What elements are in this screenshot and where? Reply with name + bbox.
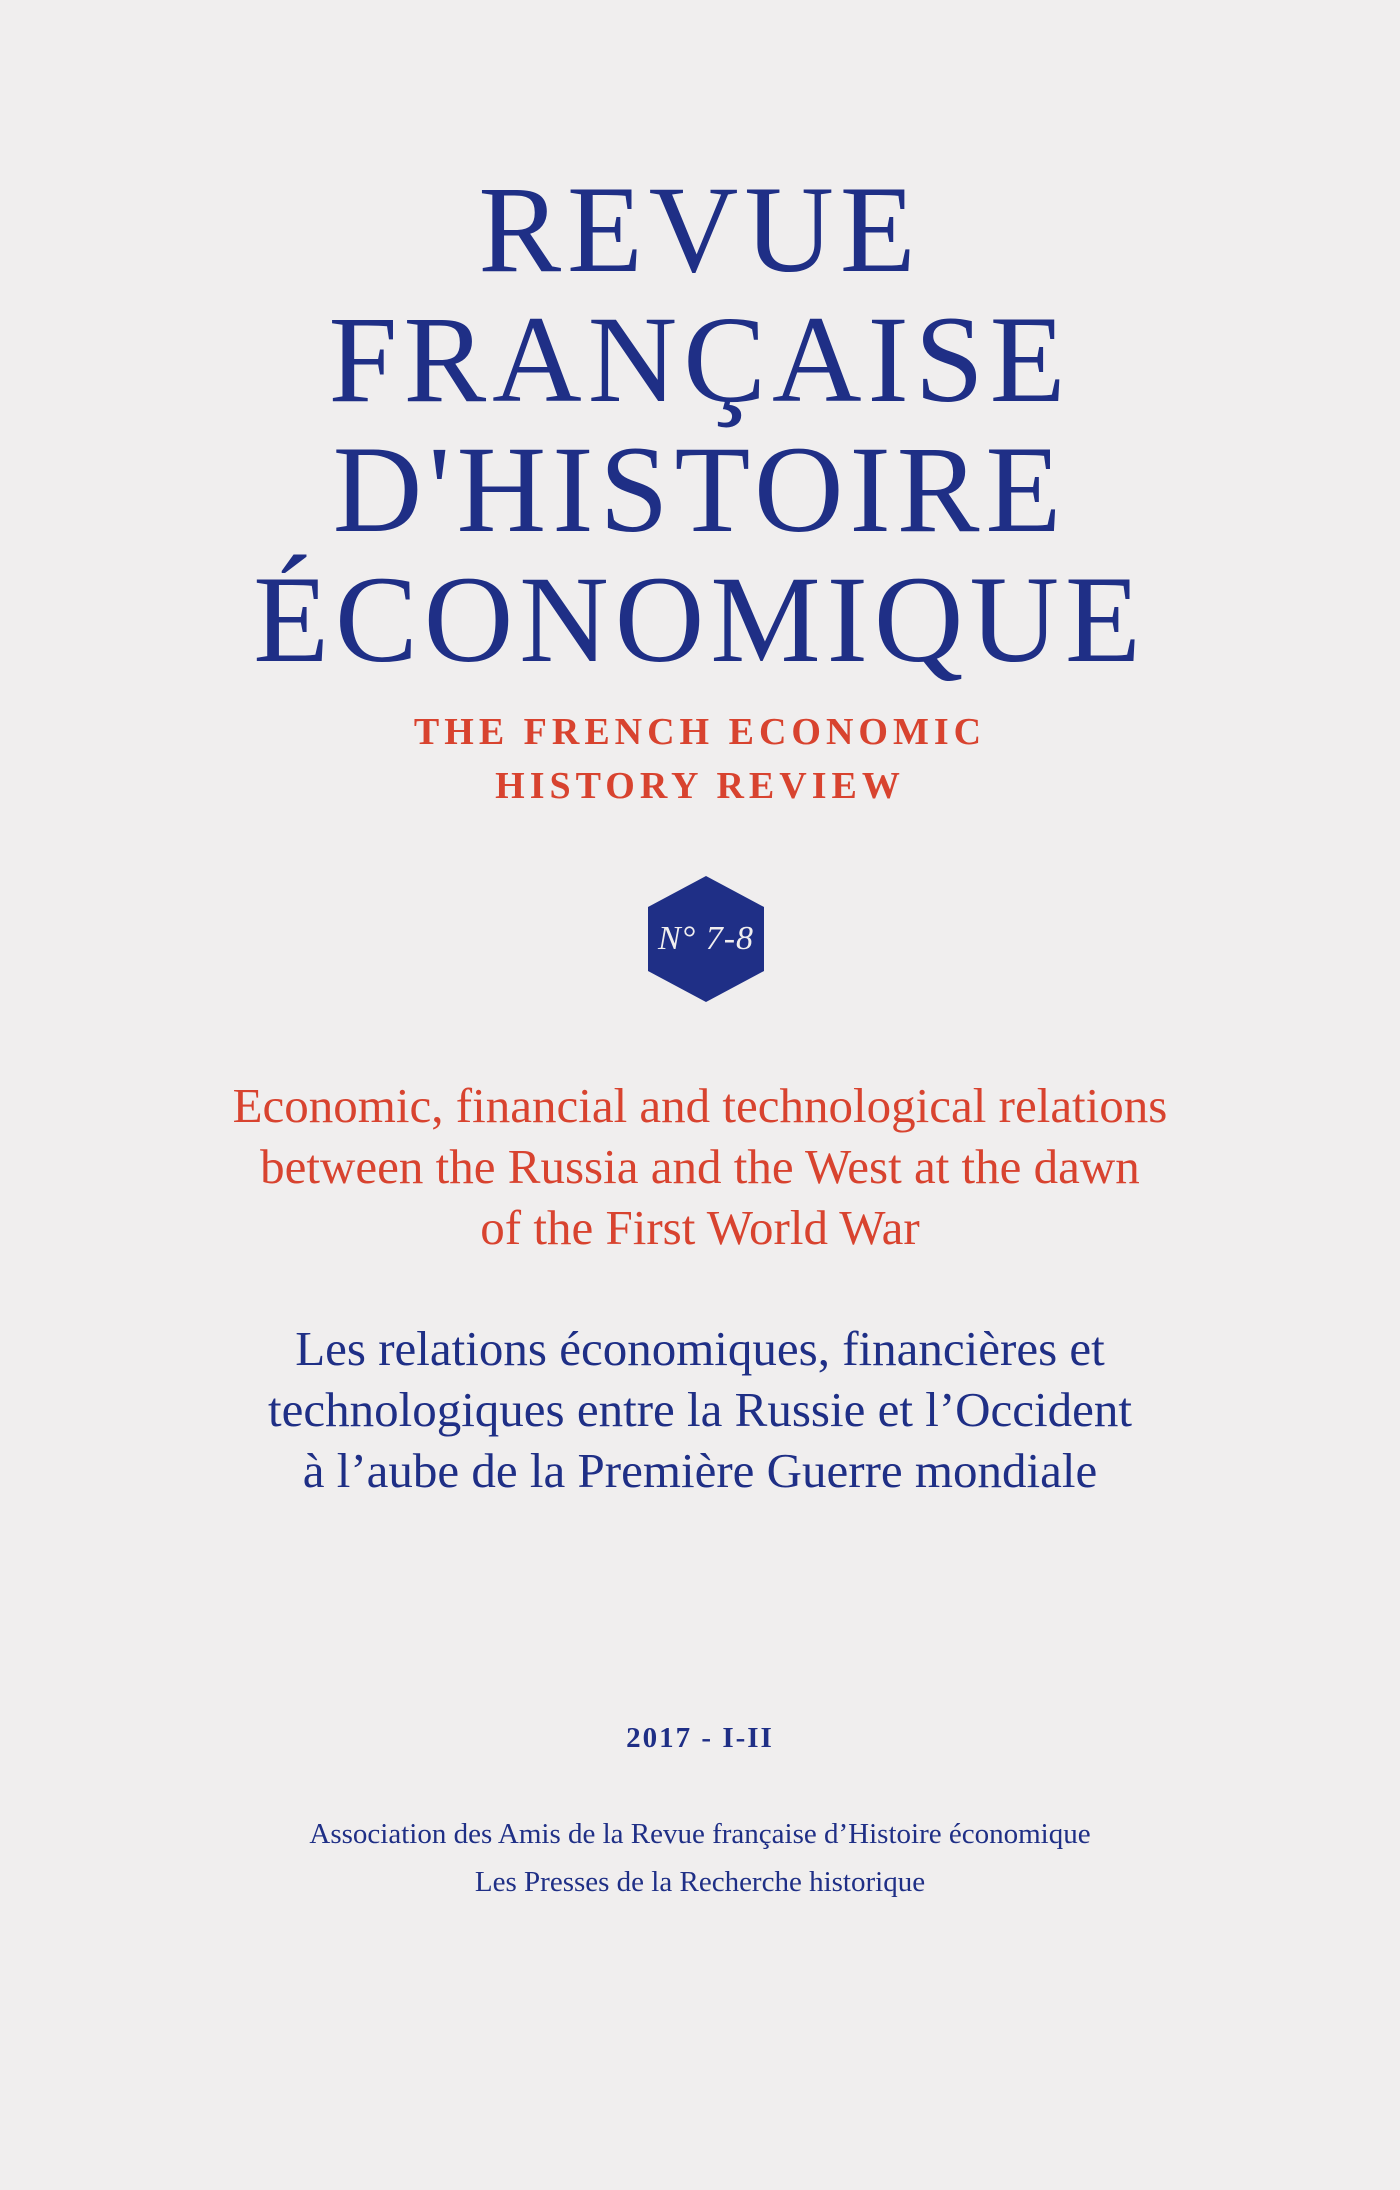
article-title-english-line-2: between the Russia and the West at the dawn	[260, 1139, 1140, 1194]
journal-title	[0, 161, 1400, 688]
journal-subtitle-line-1: THE FRENCH ECONOMIC	[413, 711, 987, 753]
issue-number-badge	[648, 876, 764, 1002]
article-title-french-line-1: Les relations économiques, financières et	[295, 1321, 1105, 1376]
journal-subtitle-line-2: HISTORY REVIEW	[495, 765, 905, 807]
journal-title-line-4: ÉCONOMIQUE	[253, 551, 1147, 688]
publisher-press: Les Presses de la Recherche historique	[474, 1866, 926, 1898]
article-title-french	[100, 1318, 1300, 1501]
journal-subtitle	[0, 705, 1400, 813]
article-title-french-line-2: technologiques entre la Russie et l’Occident	[267, 1382, 1133, 1437]
publishers	[0, 1810, 1400, 1906]
journal-title-line-2: FRANÇAISE	[328, 291, 1072, 428]
article-title-english-line-1: Economic, financial and technological relations	[232, 1078, 1168, 1133]
edition-year: 2017 - I-II	[626, 1722, 774, 1754]
article-title-french-line-3: à l’aube de la Première Guerre mondiale	[302, 1443, 1098, 1498]
article-title-english-line-3: of the First World War	[480, 1200, 920, 1255]
article-title-english	[100, 1075, 1300, 1258]
journal-title-line-3: D'HISTOIRE	[332, 421, 1068, 558]
publisher-association: Association des Amis de la Revue française d’Histoire économique	[309, 1818, 1091, 1850]
issue-number-label: N° 7-8	[657, 920, 755, 957]
journal-title-line-1: REVUE	[478, 161, 922, 298]
